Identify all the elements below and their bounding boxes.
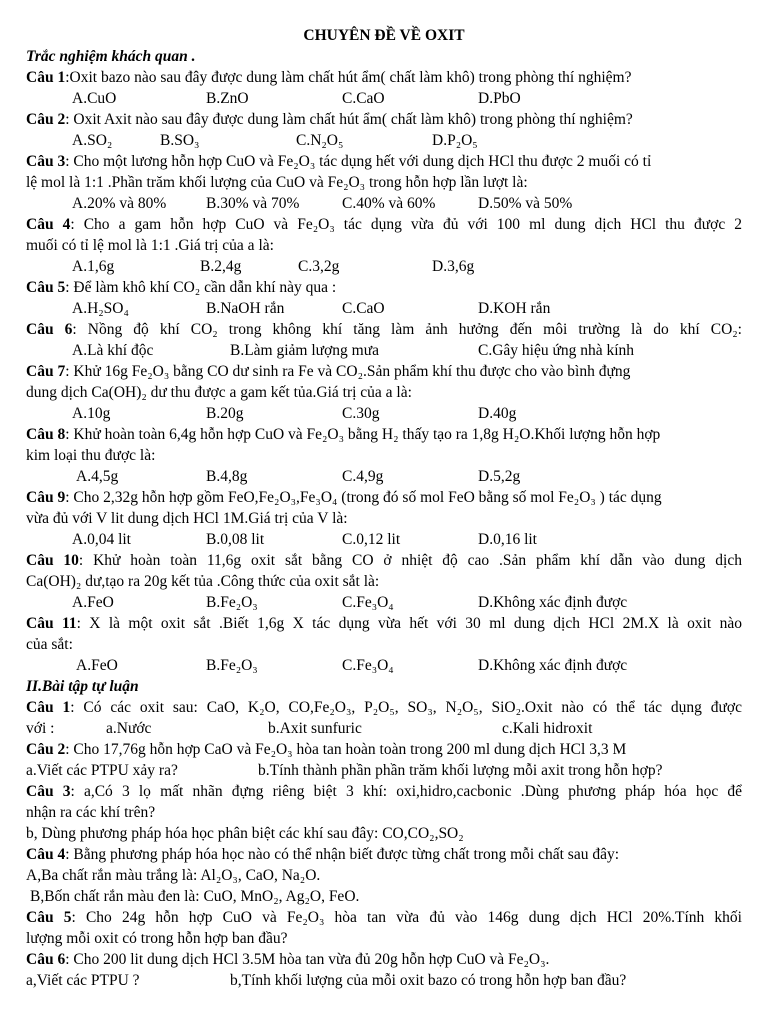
question-3-options: A.20% và 80% B.30% và 70% C.40% và 60% D.50% và 50%	[72, 195, 573, 212]
question-7-cont: dung dịch Ca(OH)₂ dư thu được a gam kết tủa.Giá trị của a là:	[26, 384, 412, 401]
question-8: Câu 8: Khử hoàn toàn 6,4g hỗn hợp CuO và Fe₂O₃ bằng H₂ thấy tạo ra 1,8g H₂O.Khối lượng hỗn hợp	[26, 426, 661, 443]
question-9-cont: vừa đủ với V lit dung dịch HCl 1M.Giá trị của V là:	[26, 510, 348, 527]
question-6-options: A.Là khí độc B.Làm giảm lượng mưa C.Gây hiệu ứng nhà kính	[72, 342, 635, 359]
page-title: CHUYÊN ĐỀ VỀ OXIT	[303, 27, 465, 44]
question-7-options: A.10g B.20g C.30g D.40g	[72, 405, 517, 422]
essay-3-part-b: b, Dùng phương pháp hóa học phân biệt các khí sau đây: CO,CO₂,SO₂	[26, 825, 464, 842]
essay-4: Câu 4: Bằng phương pháp hóa học nào có thể nhận biết được từng chất trong mỗi chất sau đây:	[26, 846, 620, 863]
question-6: Câu 6: Nồng độ khí CO₂ trong không khí tăng làm ảnh hưởng đến môi trường là do khí CO₂:	[26, 321, 742, 338]
question-10: Câu 10: Khử hoàn toàn 11,6g oxit sắt bằng CO ở nhiệt độ cao .Sản phẩm khí dẫn vào dung dịch	[26, 552, 742, 569]
question-4-cont: muối có tỉ lệ mol là 1:1 .Giá trị của a là:	[26, 237, 274, 254]
essay-2: Câu 2: Cho 17,76g hỗn hợp CaO và Fe₂O₃ hòa tan hoàn toàn trong 200 ml dung dịch HCl 3,3 M	[26, 741, 627, 758]
question-9: Câu 9: Cho 2,32g hỗn hợp gồm FeO,Fe₂O₃,Fe₃O₄ (trong đó số mol FeO bằng số mol Fe₂O₃ ) tác dụng	[26, 489, 662, 506]
essay-6-parts: a,Viết các PTPU ? b,Tính khối lượng của mỗi oxit bazo có trong hỗn hợp ban đầu?	[26, 972, 627, 989]
question-1: Câu 1:Oxit bazo nào sau đây được dung làm chất hút ẩm( chất làm khô) trong phòng thí nghiệm?	[26, 69, 632, 86]
essay-2-parts: a.Viết các PTPU xảy ra? b.Tính thành phần phần trăm khối lượng mỗi axit trong hỗn hợp?	[26, 762, 663, 779]
section-multiple-choice: Trắc nghiệm khách quan .	[26, 48, 196, 65]
question-4-options: A.1,6g B.2,4g C.3,2g D.3,6g	[72, 258, 475, 275]
essay-1: Câu 1: Có các oxit sau: CaO, K₂O, CO,Fe₂O₃, P₂O₅, SO₃, N₂O₅, SiO₂.Oxit nào có thể tác dụng được	[26, 699, 742, 716]
question-9-options: A.0,04 lit B.0,08 lit C.0,12 lit D.0,16 lit	[72, 531, 537, 548]
question-5: Câu 5: Để làm khô khí CO₂ cần dẫn khí này qua :	[26, 279, 337, 296]
essay-6: Câu 6: Cho 200 lit dung dịch HCl 3.5M hòa tan vừa đủ 20g hỗn hợp CuO và Fe₂O₃.	[26, 951, 550, 968]
question-5-options: A.H₂SO₄ B.NaOH rắn C.CaO D.KOH rắn	[72, 300, 551, 317]
question-10-cont: Ca(OH)₂ dư,tạo ra 20g kết tủa .Công thức của oxit sắt là:	[26, 573, 380, 590]
essay-4-part-b: B,Bốn chất rắn màu đen là: CuO, MnO₂, Ag₂O, FeO.	[30, 888, 360, 905]
question-4: Câu 4: Cho a gam hỗn hợp CuO và Fe₂O₃ tác dụng vừa đủ với 100 ml dung dịch HCl thu được 2	[26, 216, 742, 233]
question-8-options: A.4,5g B.4,8g C.4,9g D.5,2g	[76, 468, 521, 485]
question-2: Câu 2: Oxit Axit nào sau đây được dung làm chất hút ẩm( chất làm khô) trong phòng thí nghiệm?	[26, 111, 633, 128]
question-1-options: A.CuO B.ZnO C.CaO D.PbO	[72, 90, 521, 107]
question-3: Câu 3: Cho một lương hỗn hợp CuO và Fe₂O₃ tác dụng hết với dung dịch HCl thu được 2 muối có tỉ	[26, 153, 652, 170]
question-10-options: A.FeO B.Fe₂O₃ C.Fe₃O₄ D.Không xác định được	[72, 594, 628, 611]
question-11: Câu 11: X là một oxit sắt .Biết 1,6g X tác dụng vừa hết với 30 ml dung dịch HCl 2M.X là oxit nào	[26, 615, 742, 632]
question-2-options: A.SO₂ B.SO₃ C.N₂O₅ D.P₂O₅	[72, 132, 478, 149]
essay-3: Câu 3: a,Có 3 lọ mất nhãn đựng riêng biệt 3 khí: oxi,hidro,cacbonic .Dùng phương pháp hóa học để	[26, 783, 742, 800]
question-8-cont: kim loại thu được là:	[26, 447, 156, 464]
question-11-options: A.FeO B.Fe₂O₃ C.Fe₃O₄ D.Không xác định được	[76, 657, 628, 674]
question-3-cont: lệ mol là 1:1 .Phần trăm khối lượng của CuO và Fe₂O₃ trong hỗn hợp lần lượt là:	[26, 174, 528, 191]
essay-5-cont: lượng mỗi oxit có trong hỗn hợp ban đầu?	[26, 930, 288, 947]
question-11-cont: của sắt:	[26, 636, 73, 653]
question-7: Câu 7: Khử 16g Fe₂O₃ bằng CO dư sinh ra Fe và CO₂.Sản phẩm khí thu được cho vào bình đựng	[26, 363, 631, 380]
essay-1-parts: với : a.Nước b.Axit sunfuric c.Kali hidroxit	[26, 720, 593, 737]
essay-4-part-a: A,Ba chất rắn màu trắng là: Al₂O₃, CaO, Na₂O.	[26, 867, 321, 884]
essay-5: Câu 5: Cho 24g hỗn hợp CuO và Fe₂O₃ hòa tan vừa đủ vào 146g dung dịch HCl 20%.Tính khối	[26, 909, 742, 926]
essay-3-cont: nhận ra các khí trên?	[26, 804, 156, 821]
section-essay: II.Bài tập tự luận	[26, 678, 139, 695]
